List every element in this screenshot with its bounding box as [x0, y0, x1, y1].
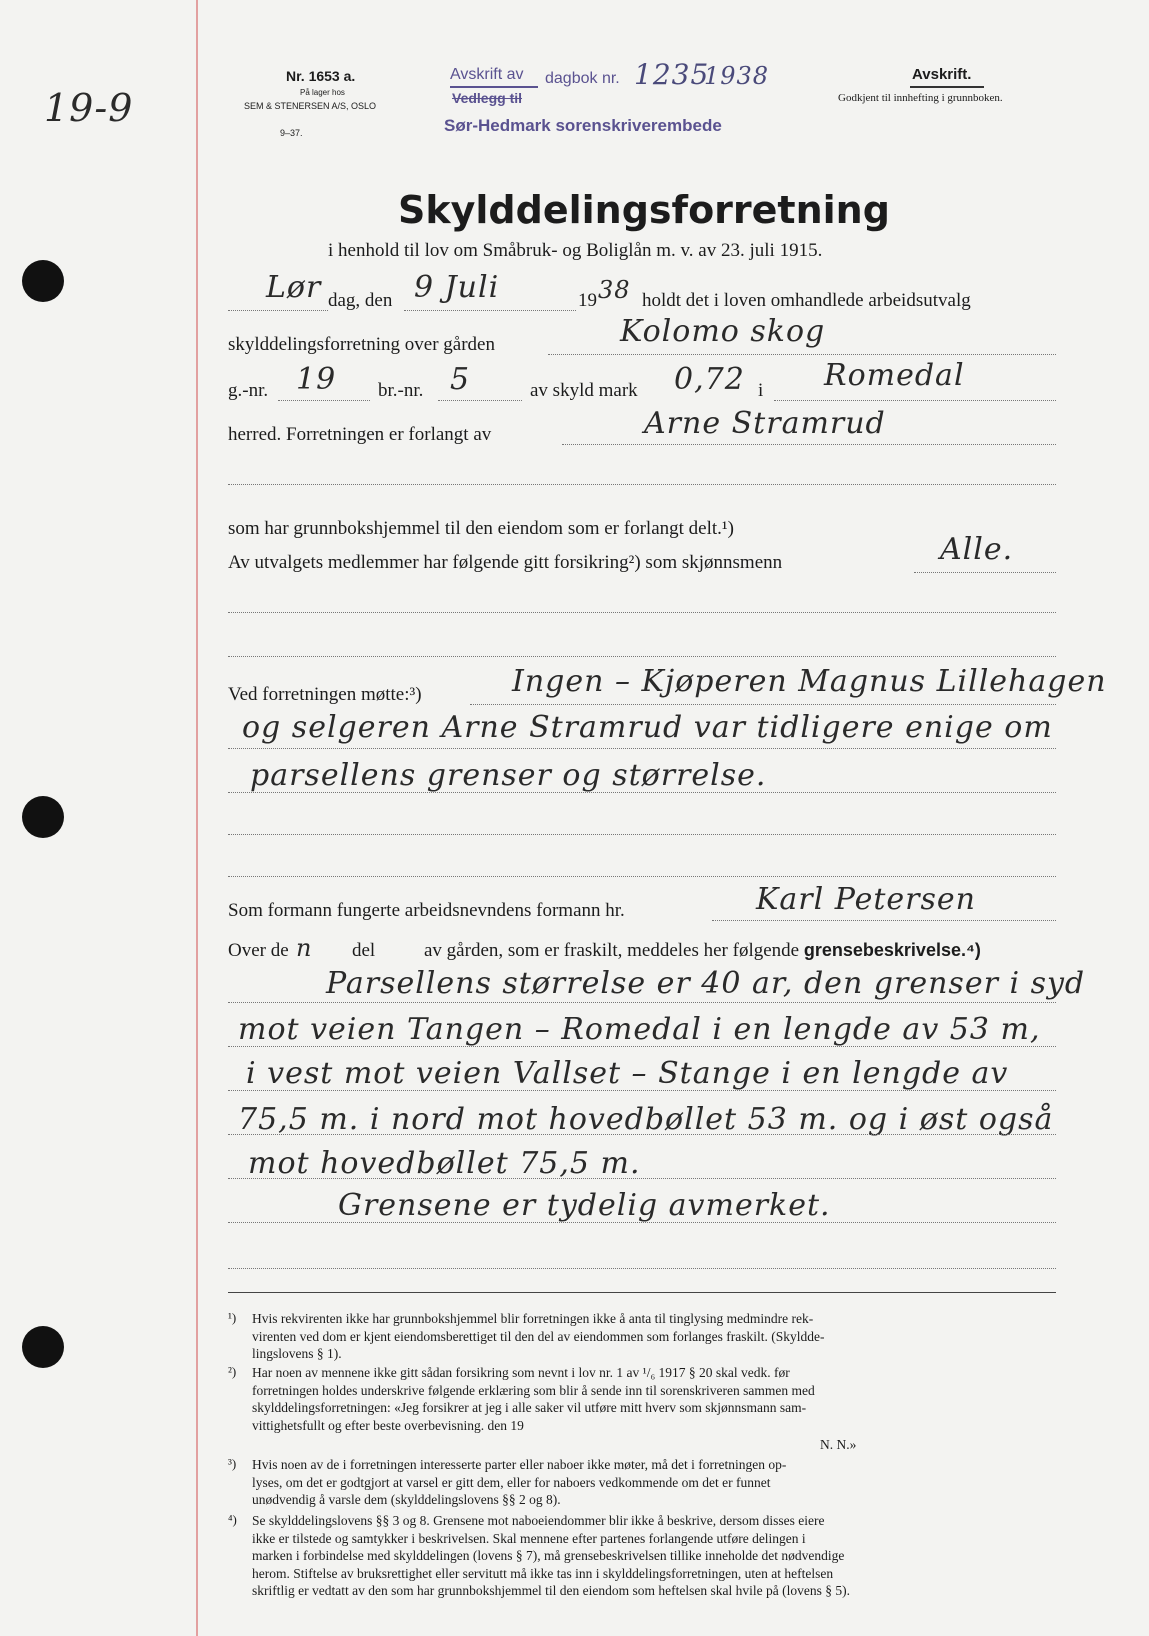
formann-label: Som formann fungerte arbeidsnevndens formann hr.	[228, 900, 625, 921]
herred-label: herred. Forretningen er forlangt av	[228, 424, 492, 445]
mote-line-1	[470, 704, 1056, 705]
blank-line-3	[228, 656, 1056, 657]
desc-hw-line4: 75,5 m. i nord mot hovedbøllet 53 m. og i øst også	[238, 1102, 1054, 1137]
weekday-line	[228, 310, 328, 311]
footnote-1-mark: ¹)	[228, 1310, 237, 1325]
gnr-line	[278, 400, 370, 401]
desc-hw-line3: i vest mot veien Vallset – Stange i en lengde av	[246, 1056, 1009, 1091]
herred-line	[774, 400, 1056, 401]
right-sub: Godkjent til innhefting i grunnboken.	[838, 92, 1003, 104]
grense-text-normal: av gården, som er fraskilt, meddeles her følgende	[424, 940, 800, 961]
document-subtitle: i henhold til lov om Småbruk- og Boliglån m. v. av 23. juli 1915.	[328, 240, 823, 261]
holdt-text: holdt det i loven omhandlede arbeidsutvalg	[642, 290, 971, 311]
footnote-4-line: skriftlig er vedtatt av den som har grunnbokshjemmel til den eiendom som heftelsen skal hvile på (lovens § 5).	[252, 1583, 850, 1598]
footnote-4-line: ikke er tilstede og samtykker i beskrivelsen. Skal mennene efter partenes forlangende utføre delingen i	[252, 1530, 806, 1546]
grense-text	[424, 940, 981, 962]
skyld-label: av skyld mark	[530, 380, 638, 401]
margin-note: 19-9	[44, 86, 134, 130]
requester-line	[562, 444, 1056, 445]
footnote-3	[252, 1456, 1058, 1509]
footnote-3-line: Hvis noen av de i forretningen interesserte parter eller naboer ikke møter, må det i forretningen op-	[252, 1457, 787, 1472]
blank-line-1	[228, 484, 1056, 485]
footnote-2	[252, 1364, 1058, 1434]
footnote-1	[252, 1310, 1058, 1363]
mote-hw-line2: og selgeren Arne Stramrud var tidligere enige om	[242, 710, 1053, 745]
stamp-office: Sør-Hedmark sorenskriverembede	[444, 116, 722, 135]
formann-line	[712, 920, 1056, 921]
desc-hw-line5: mot hovedbøllet 75,5 m.	[248, 1146, 641, 1181]
desc-line-5	[228, 1178, 1056, 1179]
gnr-hw: 19	[296, 362, 337, 397]
blank-line-2	[228, 612, 1056, 613]
requester-hw: Arne Stramrud	[644, 406, 886, 441]
publisher-line2: SEM & STENERSEN A/S, OSLO	[244, 101, 377, 111]
footnote-4-line: marken i forbindelse med skylddelingen (lovens § 7), må grensebeskrivelsen tillike inneholde det nødvendige	[252, 1548, 845, 1563]
footnote-4	[252, 1512, 1058, 1600]
document-title: Skylddelingsforretning	[398, 188, 890, 232]
year-hw: 38	[598, 276, 631, 304]
skyld-hw: 0,72	[674, 362, 745, 397]
form-date: 9–37.	[280, 128, 303, 138]
dag-den-label: dag, den	[328, 290, 393, 311]
stamp-underline	[450, 86, 538, 88]
stamp-vedlegg: Vedlegg til	[452, 90, 523, 106]
punch-hole-middle	[22, 796, 64, 838]
forsikring-hw: Alle.	[940, 532, 1014, 567]
herred-hw: Romedal	[824, 358, 965, 393]
footnote-3-mark: ³)	[228, 1456, 237, 1471]
right-title: Avskrift.	[912, 66, 972, 83]
weekday-hw: Lør	[266, 270, 322, 305]
desc-line-1	[228, 1002, 1056, 1003]
footnote-2-line: skylddelingsforretningen: «Jeg forsikrer at jeg i alle saker vil utføre mitt hverv som skjønnsmann sam-	[252, 1400, 807, 1415]
farm-line	[548, 354, 1056, 355]
bnr-hw: 5	[450, 362, 471, 397]
footnote-1-line: lingslovens § 1).	[252, 1346, 342, 1361]
forsikring-line: Av utvalgets medlemmer har følgende gitt forsikring²) som skjønnsmenn	[228, 552, 783, 573]
farm-hw: Kolomo skog	[620, 314, 826, 349]
footnote-3-line: unødvendig å varsle dem (skylddelingslovens §§ 2 og 8).	[252, 1492, 561, 1507]
footnote-4-line: Se skylddelingslovens §§ 3 og 8. Grensene mot naboeiendommer blir ikke å beskrive, dersom disses eiere	[252, 1513, 825, 1528]
grunnbok-line: som har grunnbokshjemmel til den eiendom som er forlangt delt.¹)	[228, 518, 734, 539]
date-hw: 9 Juli	[414, 270, 500, 305]
over-garden-label: skylddelingsforretning over gården	[228, 334, 495, 355]
over-de-hw: n	[296, 934, 313, 962]
desc-line-4	[228, 1134, 1056, 1135]
desc-hw-line2: mot veien Tangen – Romedal i en lengde av 53 m,	[238, 1012, 1041, 1047]
gnr-label: g.-nr.	[228, 380, 269, 401]
punch-hole-top	[22, 260, 64, 302]
bnr-line	[438, 400, 522, 401]
publisher-line1: På lager hos	[300, 88, 345, 97]
desc-line-6	[228, 1222, 1056, 1223]
forsikring-line-dots	[914, 572, 1056, 573]
mote-line-3	[228, 792, 1056, 793]
footnote-2-signature: N. N.»	[820, 1437, 857, 1452]
desc-hw-line1: Parsellens størrelse er 40 ar, den grenser i syd	[326, 966, 1086, 1001]
footnote-2-mark: ²)	[228, 1364, 237, 1379]
mote-hw-line3: parsellens grenser og størrelse.	[250, 758, 767, 793]
footnote-1-line: Hvis rekvirenten ikke har grunnbokshjemmel blir forretningen ikke å anta til tinglysing medmindre rek-	[252, 1311, 814, 1326]
desc-line-7	[228, 1268, 1056, 1269]
form-number: Nr. 1653 a.	[286, 68, 356, 84]
right-title-underline	[910, 86, 984, 88]
margin-rule	[196, 0, 198, 1636]
footnote-1-line: virenten ved dom er kjent eiendomsberettiget til den del av eiendommen som forlanges fraskilt. (Skyldde-	[252, 1328, 825, 1344]
dagbok-number: 1235	[634, 58, 710, 91]
punch-hole-bottom	[22, 1326, 64, 1368]
footnote-2-line: Har noen av mennene ikke gitt sådan forsikring som nevnt i lov nr. 1 av ¹/₆ 1917 § 20 skal vedk. før	[252, 1365, 790, 1380]
stamp-avskrift: Avskrift av	[450, 66, 524, 83]
del-label: del	[352, 940, 376, 961]
date-line	[404, 310, 576, 311]
i-label: i	[758, 380, 764, 401]
desc-line-2	[228, 1046, 1056, 1047]
stamp-dagbok: dagbok nr.	[545, 70, 620, 87]
mote-line-2	[228, 748, 1056, 749]
footnote-4-mark: ⁴)	[228, 1512, 237, 1527]
desc-line-3	[228, 1090, 1056, 1091]
mote-line-4	[228, 834, 1056, 835]
footnote-3-line: lyses, om det er godtgjort at varsel er gitt dem, eller for naboers vedkommende om det er funnet	[252, 1474, 771, 1490]
mote-label: Ved forretningen møtte:³)	[228, 684, 422, 705]
year-prefix: 19	[578, 290, 597, 311]
footnote-4-line: herom. Stiftelse av bruksrettighet eller servitutt må ikke tas inn i skylddelingsforretningen, uten at heftelsen	[252, 1565, 834, 1581]
footnote-2-line: vittighetsfullt og efter beste overbevisning. den 19	[252, 1417, 524, 1433]
dagbok-year: 1938	[704, 62, 770, 90]
over-de-label: Over de	[228, 940, 289, 961]
footnote-divider	[228, 1292, 1056, 1293]
formann-hw: Karl Petersen	[756, 882, 976, 917]
desc-hw-line6: Grensene er tydelig avmerket.	[338, 1188, 831, 1223]
mote-line-5	[228, 876, 1056, 877]
mote-hw-line1: Ingen – Kjøperen Magnus Lillehagen	[512, 664, 1107, 699]
footnote-2-line: forretningen holdes underskrive følgende erklæring som blir å sende inn til sorenskriveren sammen med	[252, 1382, 815, 1398]
bnr-label: br.-nr.	[378, 380, 424, 401]
grense-bold: grensebeskrivelse.⁴)	[803, 940, 981, 960]
